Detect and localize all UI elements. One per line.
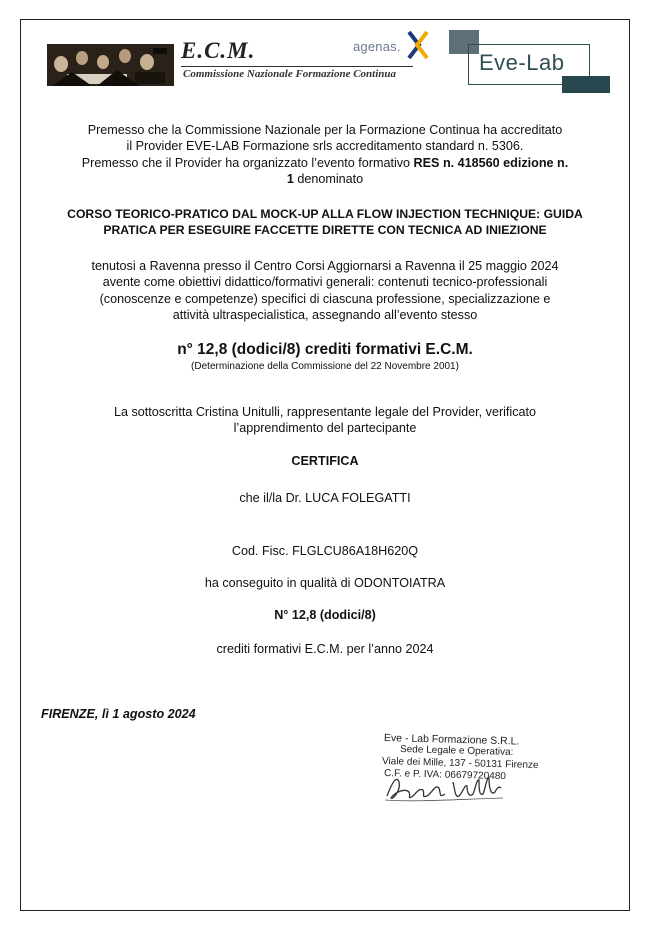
stamp-line-4: C.F. e P. IVA: 06679720480 — [383, 768, 507, 783]
course-title-line-2: PRATICA PER ESEGUIRE FACCETTE DIRETTE CON TECNICA AD INIEZIONE — [103, 223, 547, 237]
credits-year: crediti formativi E.C.M. per l’anno 2024 — [216, 642, 434, 656]
certifica-heading: CERTIFICA — [291, 454, 359, 468]
handwritten-signature — [383, 770, 505, 804]
ecm-logo-divider — [181, 66, 413, 67]
credits-note: (Determinazione della Commissione del 22 Novembre 2001) — [191, 361, 459, 372]
credits-awarded: N° 12,8 (dodici/8) — [274, 608, 376, 622]
evelab-logo-square-bottom — [562, 76, 610, 93]
intro-line-3-text: Premesso che il Provider ha organizzato l’evento formativo — [81, 156, 414, 170]
intro-line-3 — [20, 155, 630, 171]
stamp-line-3: Viale dei Mille, 137 - 50131 Firenze — [381, 756, 539, 772]
stamp-line-1: Eve - Lab Formazione S.R.L. — [383, 732, 520, 748]
event-code: RES n. 418560 edizione n. — [413, 156, 569, 170]
edition-number: 1 — [286, 172, 294, 186]
course-title-line-1: CORSO TEORICO-PRATICO DAL MOCK-UP ALLA FLOW INJECTION TECHNIQUE: GUIDA — [67, 207, 583, 221]
place-and-date: FIRENZE, lì 1 agosto 2024 — [41, 707, 196, 721]
intro-line-2: il Provider EVE-LAB Formazione srls accreditamento standard n. 5306. — [126, 139, 524, 153]
ecm-logo-title: E.C.M. — [181, 38, 256, 63]
signatory-line-2: l’apprendimento del partecipante — [233, 421, 417, 435]
agenas-logo-icon — [405, 30, 431, 60]
qualification: ha conseguito in qualità di ODONTOIATRA — [204, 576, 446, 590]
signatory-line-1: La sottoscritta Cristina Unitulli, rappresentante legale del Provider, verificato — [113, 405, 537, 419]
ecm-logo-painting — [47, 44, 174, 86]
credits-main: n° 12,8 (dodici/8) crediti formativi E.C.M. — [177, 341, 473, 358]
evelab-logo-text: Eve-Lab — [479, 50, 565, 75]
ecm-logo-subtitle: Commissione Nazionale Formazione Continua — [183, 68, 397, 80]
participant-name: che il/la Dr. LUCA FOLEGATTI — [239, 491, 411, 505]
details-line-4: attività ultraspecialistica, assegnando all’evento stesso — [172, 308, 478, 322]
intro-line-4 — [20, 171, 630, 187]
fiscal-code: Cod. Fisc. FLGLCU86A18H620Q — [231, 544, 419, 558]
details-line-2: avente come obiettivi didattico/formativi generali: contenuti tecnico-professionali — [102, 275, 548, 289]
details-line-1: tenutosi a Ravenna presso il Centro Corsi Aggiornarsi a Ravenna il 25 maggio 2024 — [91, 259, 559, 273]
agenas-logo-text: agenas. — [353, 39, 401, 54]
details-line-3: (conoscenze e competenze) specifici di ciascuna professione, specializzazione e — [99, 292, 551, 306]
stamp-line-2: Sede Legale e Operativa: — [399, 744, 514, 758]
intro-line-1: Premesso che la Commissione Nazionale per la Formazione Continua ha accreditato — [87, 123, 563, 137]
intro-line-4-text: denominato — [293, 172, 364, 186]
